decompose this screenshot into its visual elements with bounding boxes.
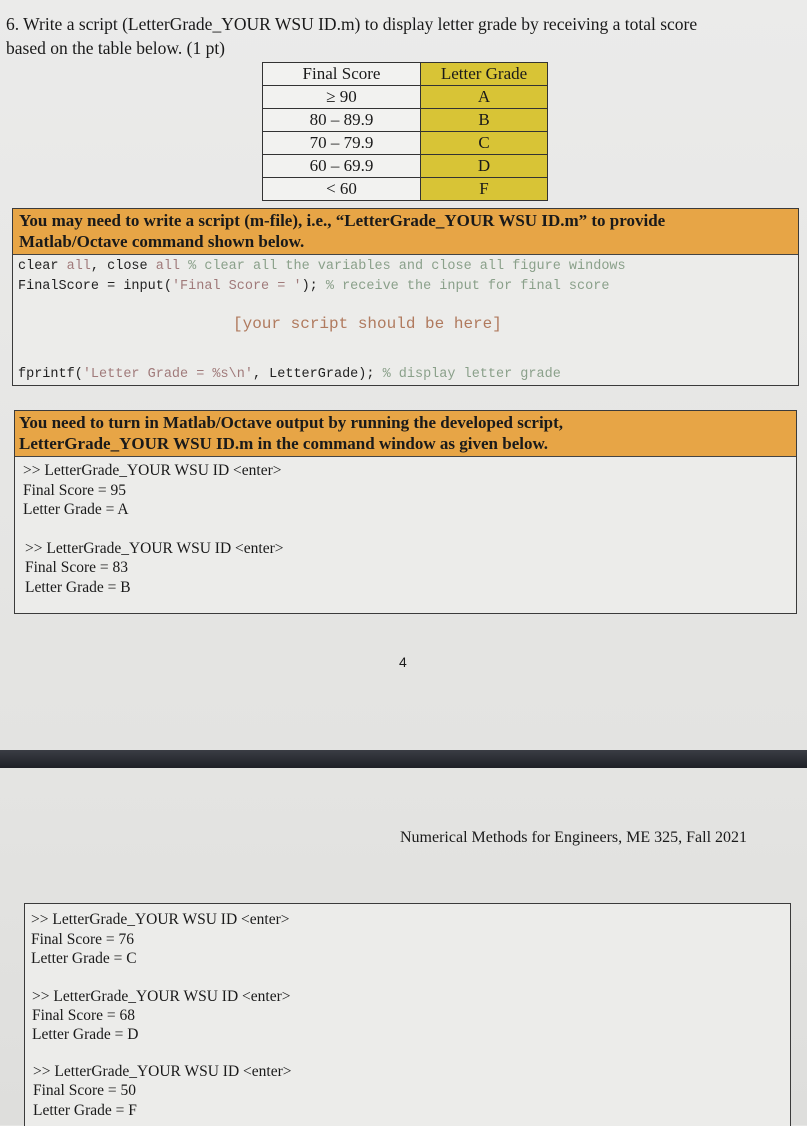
page-number: 4 <box>399 654 407 670</box>
letter-cell: D <box>421 155 548 178</box>
script-heading-line-1: You may need to write a script (m-file), i.e., “LetterGrade_YOUR WSU ID.m” to provide <box>19 211 666 230</box>
grade-table <box>262 62 548 201</box>
score-cell: 80 – 89.9 <box>263 109 421 132</box>
code-comment: % receive the input for final score <box>325 279 610 294</box>
letter-grade-line: Letter Grade = C <box>31 950 137 967</box>
letter-cell: C <box>421 132 548 155</box>
code-string: 'Final Score = ' <box>171 279 302 294</box>
output-box-heading <box>15 411 796 457</box>
letter-grade-line: Letter Grade = D <box>32 1026 139 1043</box>
final-score-line: Final Score = 50 <box>33 1082 137 1099</box>
code-comment: % display letter grade <box>382 367 561 382</box>
code-token: fprintf( <box>18 367 83 382</box>
script-box <box>12 208 799 386</box>
output-box-continued <box>24 903 791 1126</box>
header-letter-grade: Letter Grade <box>421 63 548 86</box>
table-row <box>263 109 548 132</box>
output-heading-line-2 <box>19 433 790 454</box>
letter-cell: A <box>421 86 548 109</box>
command-line: >> LetterGrade_YOUR WSU ID <enter> <box>33 1063 292 1080</box>
course-footer: Numerical Methods for Engineers, ME 325, Fall 2021 <box>400 829 748 846</box>
table-row <box>263 178 548 201</box>
final-score-line: Final Score = 83 <box>25 559 129 576</box>
script-heading-line-2: Matlab/Octave command shown below. <box>19 232 305 251</box>
command-line: >> LetterGrade_YOUR WSU ID <enter> <box>25 540 284 557</box>
command-line: >> LetterGrade_YOUR WSU ID <enter> <box>31 911 290 928</box>
letter-grade-line: Letter Grade = F <box>33 1102 137 1119</box>
output-heading-text: LetterGrade_YOUR WSU ID.m in the command window as given below. <box>19 434 549 453</box>
question-line-2: based on the table below. (1 pt) <box>6 38 226 58</box>
code-line-clear <box>18 259 626 274</box>
table-header-row <box>263 63 548 86</box>
table-row <box>263 155 548 178</box>
code-token: all <box>66 259 91 274</box>
code-token: , close <box>90 259 156 274</box>
table-row <box>263 86 548 109</box>
score-cell: ≥ 90 <box>263 86 421 109</box>
final-score-line: Final Score = 76 <box>31 931 135 948</box>
letter-cell: B <box>421 109 548 132</box>
output-heading-line-1: You need to turn in Matlab/Octave output by running the developed script, <box>19 413 564 432</box>
command-line: >> LetterGrade_YOUR WSU ID <enter> <box>32 988 291 1005</box>
code-line-fprintf <box>18 367 561 382</box>
code-token: all <box>155 259 181 274</box>
output-box <box>14 410 797 614</box>
code-token: , LetterGrade); <box>252 367 383 382</box>
code-token: FinalScore = input( <box>18 279 172 294</box>
final-score-line: Final Score = 95 <box>23 482 127 499</box>
code-token: clear <box>18 259 67 274</box>
code-string: 'Letter Grade = %s\n' <box>82 367 253 382</box>
command-line: >> LetterGrade_YOUR WSU ID <enter> <box>23 462 282 479</box>
code-token: ); <box>301 279 326 294</box>
table-row <box>263 132 548 155</box>
code-comment: % clear all the variables and close all figure windows <box>180 259 626 274</box>
final-score-line: Final Score = 68 <box>32 1007 136 1024</box>
score-cell: 60 – 69.9 <box>263 155 421 178</box>
page-divider <box>0 750 807 768</box>
header-final-score: Final Score <box>263 63 421 86</box>
score-cell: < 60 <box>263 178 421 201</box>
script-box-heading <box>13 209 798 255</box>
script-placeholder: [your script should be here] <box>233 315 502 333</box>
score-cell: 70 – 79.9 <box>263 132 421 155</box>
letter-grade-line: Letter Grade = A <box>23 501 129 518</box>
letter-cell: F <box>421 178 548 201</box>
question-line-1: 6. Write a script (LetterGrade_YOUR WSU ID.m) to display letter grade by receiving a total score <box>6 14 698 34</box>
letter-grade-line: Letter Grade = B <box>25 579 131 596</box>
code-line-input <box>18 279 609 294</box>
